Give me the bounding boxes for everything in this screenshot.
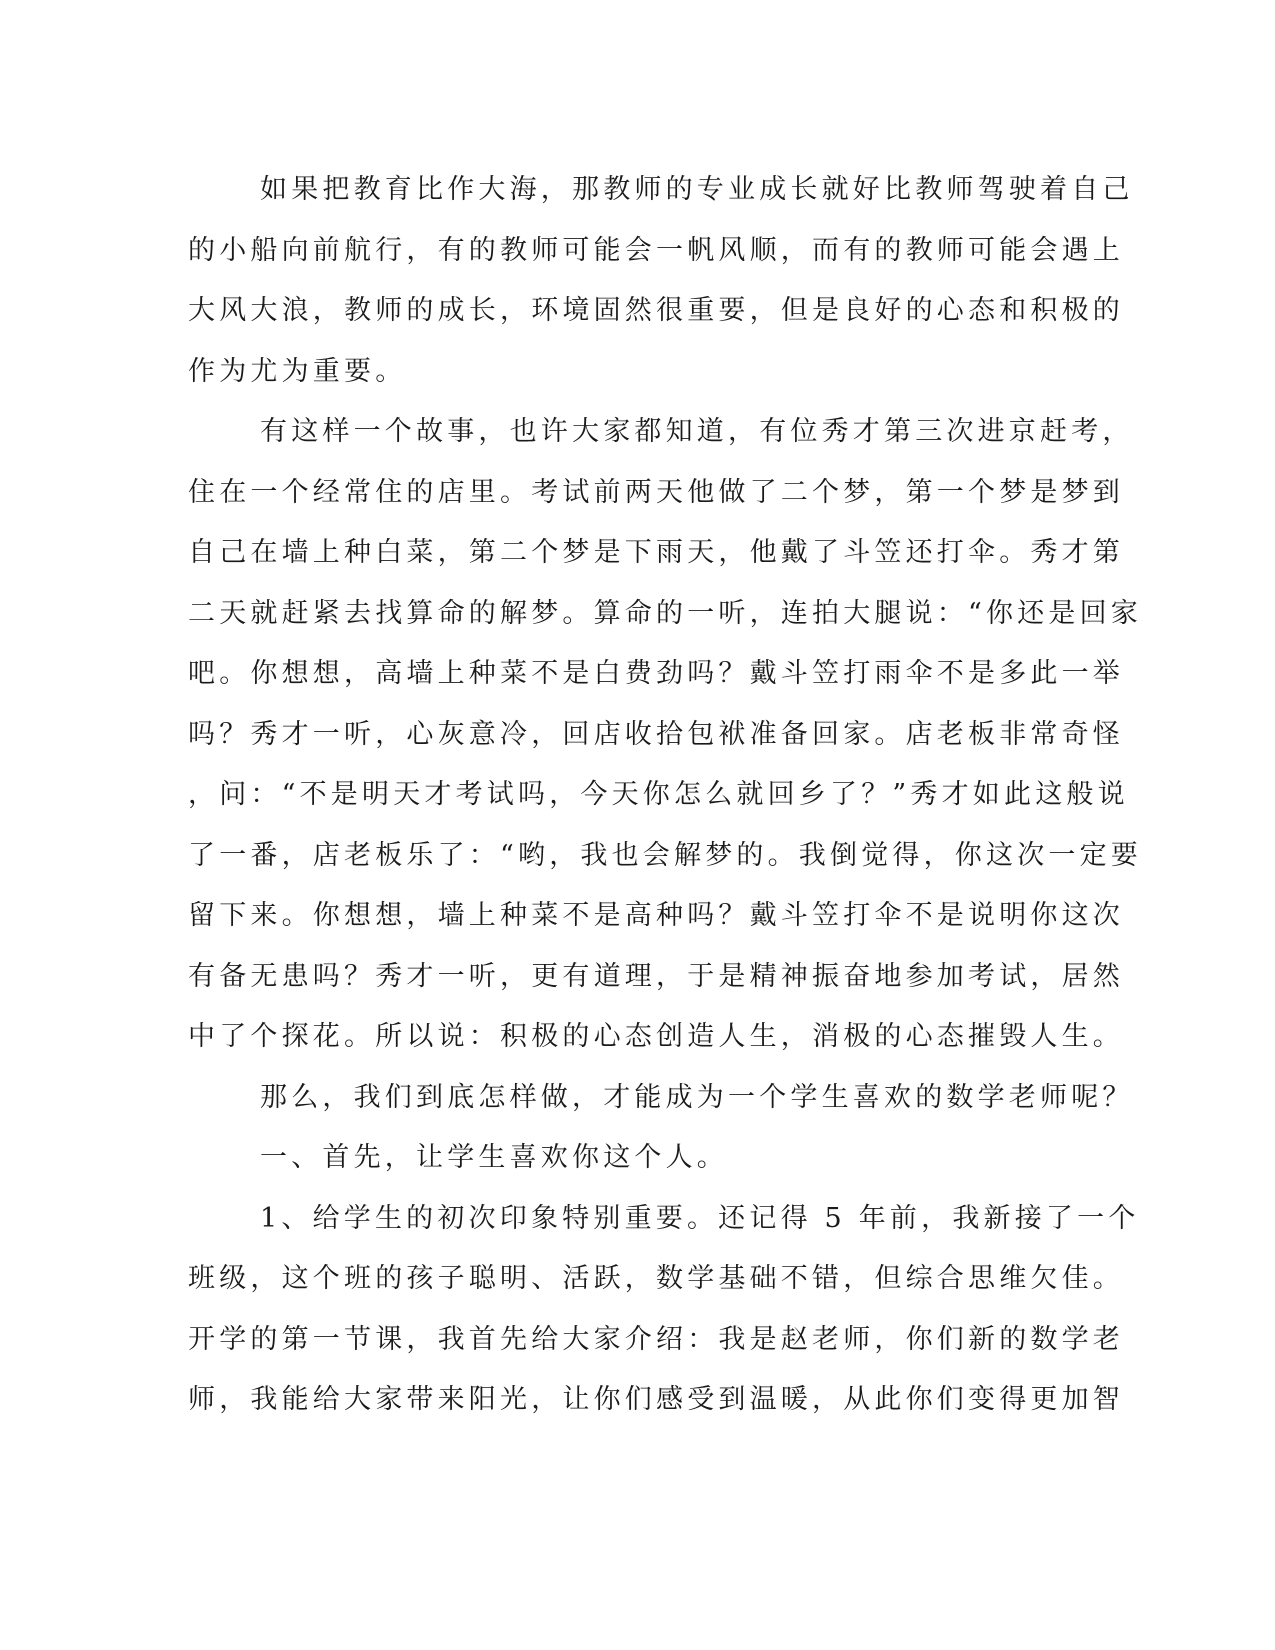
text-line: 的小船向前航行，有的教师可能会一帆风顺，而有的教师可能会遇上 <box>188 234 1124 266</box>
text-line: 一、首先，让学生喜欢你这个人。 <box>260 1142 728 1173</box>
text-line: 吗？秀才一听，心灰意冷，回店收拾包袱准备回家。店老板非常奇怪 <box>188 718 1124 750</box>
text-line: 留下来。你想想，墙上种菜不是高种吗？戴斗笠打伞不是说明你这次 <box>188 900 1124 931</box>
text-line: 作为尤为重要。 <box>188 355 407 387</box>
document-body <box>188 160 1143 1431</box>
text-line: 二天就赶紧去找算命的解梦。算命的一听，连拍大腿说：“你还是回家 <box>188 597 1143 629</box>
text-line: 师，我能给大家带来阳光，让你们感受到温暖，从此你们变得更加智 <box>188 1384 1124 1415</box>
text-line: 那么，我们到底怎样做，才能成为一个学生喜欢的数学老师呢？ <box>260 1081 1134 1113</box>
text-line: 班级，这个班的孩子聪明、活跃，数学基础不错，但综合思维欠佳。 <box>188 1263 1124 1294</box>
text-line: 开学的第一节课，我首先给大家介绍：我是赵老师，你们新的数学老 <box>188 1323 1124 1355</box>
text-line: 大风大浪，教师的成长，环境固然很重要，但是良好的心态和积极的 <box>188 295 1124 326</box>
text-line: ，问：“不是明天才考试吗，今天你怎么就回乡了？”秀才如此这般说 <box>188 779 1129 810</box>
text-line: 了一番，店老板乐了：“哟，我也会解梦的。我倒觉得，你这次一定要 <box>188 839 1143 871</box>
text-line: 如果把教育比作大海，那教师的专业成长就好比教师驾驶着自己 <box>260 174 1134 205</box>
text-line: 吧。你想想，高墙上种菜不是白费劲吗？戴斗笠打雨伞不是多此一举 <box>188 658 1124 689</box>
text-line: 1、给学生的初次印象特别重要。还记得 5 年前，我新接了一个 <box>260 1202 1140 1234</box>
text-line: 中了个探花。所以说：积极的心态创造人生，消极的心态摧毁人生。 <box>188 1021 1124 1052</box>
text-line: 住在一个经常住的店里。考试前两天他做了二个梦，第一个梦是梦到 <box>188 476 1124 508</box>
text-line: 有备无患吗？秀才一听，更有道理，于是精神振奋地参加考试，居然 <box>188 960 1124 992</box>
text-line: 自己在墙上种白菜，第二个梦是下雨天，他戴了斗笠还打伞。秀才第 <box>188 537 1124 568</box>
text-line: 有这样一个故事，也许大家都知道，有位秀才第三次进京赶考， <box>260 416 1134 447</box>
